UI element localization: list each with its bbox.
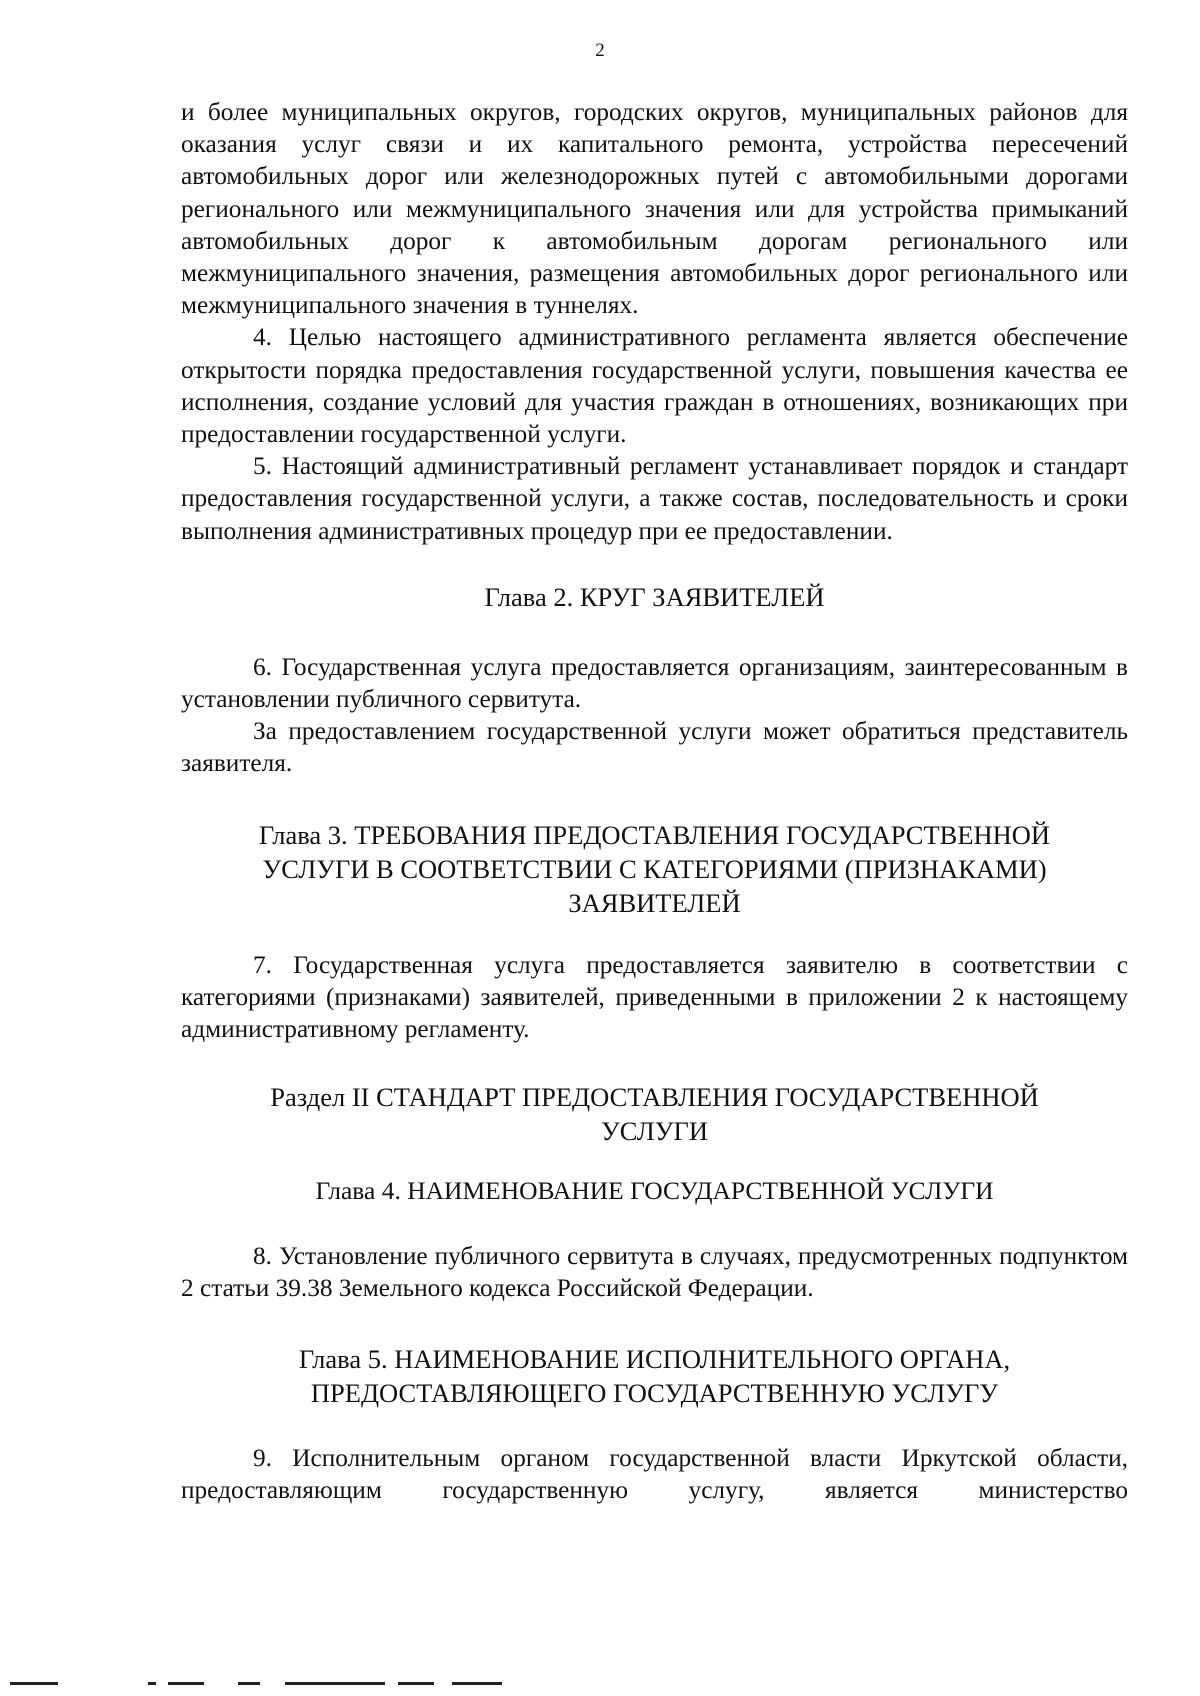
- chapter-5-heading-line-2: ПРЕДОСТАВЛЯЮЩЕГО ГОСУДАРСТВЕННУЮ УСЛУГУ: [310, 1377, 999, 1408]
- scan-mark: [398, 1682, 434, 1685]
- chapter-2-heading: Глава 2. КРУГ ЗАЯВИТЕЛЕЙ: [484, 581, 825, 612]
- scan-mark: [452, 1682, 502, 1685]
- scan-mark: [285, 1682, 385, 1685]
- chapter-4-heading: Глава 4. НАИМЕНОВАНИЕ ГОСУДАРСТВЕННОЙ УСЛУГИ: [315, 1176, 994, 1206]
- scan-mark: [168, 1682, 204, 1685]
- document-body: [181, 96, 1128, 1506]
- page-number: 2: [595, 40, 605, 61]
- chapter-5-heading: [181, 1342, 1128, 1410]
- paragraph-5: 5. Настоящий административный регламент устанавливает порядок и стандарт предоставления государственной услуги, а также состав, последовательность и сроки выполнения административных процедур при ее предоставлении.: [181, 452, 1128, 545]
- paragraph-6-continued: За предоставлением государственной услуги может обратиться представитель заявителя.: [181, 717, 1128, 778]
- section-2-heading: [181, 1080, 1128, 1148]
- chapter-3-heading: [181, 818, 1128, 920]
- chapter-3-heading-line-1: Глава 3. ТРЕБОВАНИЯ ПРЕДОСТАВЛЕНИЯ ГОСУДАРСТВЕННОЙ: [258, 819, 1051, 850]
- section-2-heading-line-1: Раздел II СТАНДАРТ ПРЕДОСТАВЛЕНИЯ ГОСУДАРСТВЕННОЙ: [270, 1082, 1039, 1113]
- paragraph-7: 7. Государственная услуга предоставляется заявителю в соответствии с категориями (признаками) заявителей, приведенными в приложении 2 к настоящему административному регламенту.: [181, 950, 1128, 1044]
- scan-mark: [148, 1682, 156, 1685]
- scan-edge-marks: [0, 1682, 600, 1688]
- chapter-3-heading-line-3: ЗАЯВИТЕЛЕЙ: [568, 887, 741, 918]
- paragraph-6: 6. Государственная услуга предоставляется организациям, заинтересованным в установлении публичного сервитута.: [181, 652, 1128, 714]
- paragraph-continued: и более муниципальных округов, городских округов, муниципальных районов для оказания услуг связи и их капитального ремонта, устройства пересечений автомобильных дорог или железнодорожных путей с автомобильными дорогами регионального или межмуниципального значения или для устройства примыканий автомобильных дорог к автомобильным дорогам регионального или межмуниципального значения, размещения автомобильных дорог регионального или межмуниципального значения в туннелях.: [181, 98, 1128, 320]
- scan-mark: [238, 1682, 260, 1685]
- chapter-5-heading-line-1: Глава 5. НАИМЕНОВАНИЕ ИСПОЛНИТЕЛЬНОГО ОРГАНА,: [298, 1343, 1011, 1374]
- scan-mark: [10, 1682, 58, 1685]
- section-2-heading-line-2: УСЛУГИ: [601, 1116, 708, 1147]
- chapter-3-heading-line-2: УСЛУГИ В СООТВЕТСТВИИ С КАТЕГОРИЯМИ (ПРИЗНАКАМИ): [262, 853, 1047, 884]
- paragraph-4: 4. Целью настоящего административного регламента является обеспечение открытости порядка предоставления государственной услуги, повышения качества ее исполнения, создание условий для участия граждан в отношениях, возникающих при предоставлении государственной услуги.: [181, 323, 1128, 449]
- paragraph-8: 8. Установление публичного сервитута в случаях, предусмотренных подпунктом 2 статьи 39.38 Земельного кодекса Российской Федерации.: [181, 1242, 1128, 1303]
- paragraph-9: 9. Исполнительным органом государственной власти Иркутской области, предоставляющим государственную услугу, является министерство: [181, 1443, 1128, 1504]
